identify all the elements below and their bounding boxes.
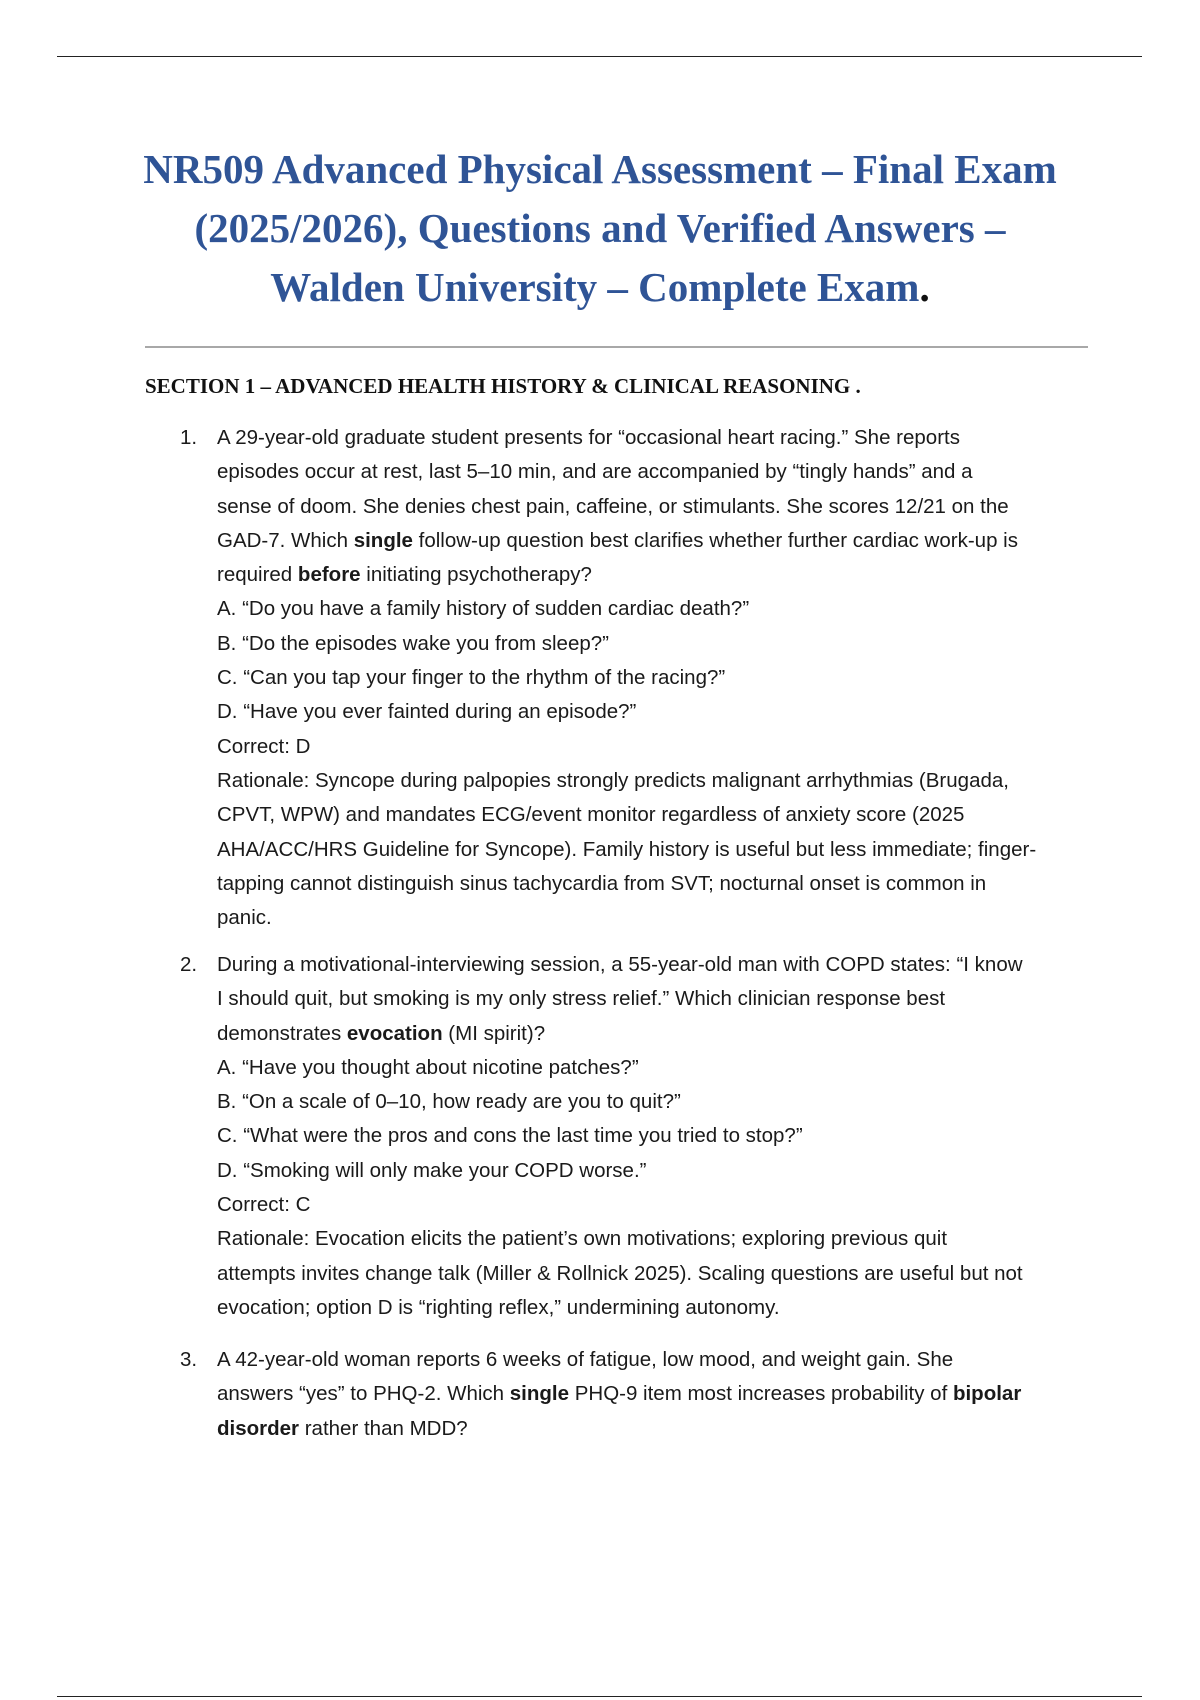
rationale-line: tapping cannot distinguish sinus tachycardia from SVT; nocturnal onset is common in bbox=[217, 871, 987, 895]
bottom-rule bbox=[57, 1696, 1142, 1697]
question-number: 1. bbox=[180, 426, 198, 449]
question-stem-line bbox=[217, 524, 1100, 558]
answer-option-c: C. “What were the pros and cons the last time you tried to stop?” bbox=[217, 1124, 803, 1148]
rationale-line: panic. bbox=[217, 906, 272, 930]
question-stem-line bbox=[217, 558, 1100, 592]
question-stem-line: sense of doom. She denies chest pain, caffeine, or stimulants. She scores 12/21 on the bbox=[217, 494, 1009, 518]
question-stem-line bbox=[217, 1412, 1100, 1446]
question-body bbox=[217, 1343, 1100, 1446]
question-stem-line bbox=[217, 1017, 1100, 1051]
question-stem-line: A 42-year-old woman reports 6 weeks of fatigue, low mood, and weight gain. She bbox=[217, 1348, 954, 1371]
question-stem-line: During a motivational-interviewing session, a 55-year-old man with COPD states: “I know bbox=[217, 953, 1023, 976]
question-number: 3. bbox=[180, 1348, 198, 1371]
top-rule bbox=[57, 56, 1142, 57]
section-heading: SECTION 1 – ADVANCED HEALTH HISTORY & CLINICAL REASONING . bbox=[145, 374, 861, 398]
rationale-line: evocation; option D is “righting reflex,” undermining autonomy. bbox=[217, 1295, 780, 1319]
question-stem-line bbox=[217, 1377, 1100, 1411]
answer-option-d: D. “Smoking will only make your COPD worse.” bbox=[217, 1158, 647, 1182]
title-divider bbox=[145, 346, 1088, 348]
stem-emphasis: evocation bbox=[346, 1021, 443, 1045]
stem-emphasis: single bbox=[353, 528, 413, 552]
question-stem-line: I should quit, but smoking is my only stress relief.” Which clinician response best bbox=[217, 987, 946, 1011]
stem-text: rather than MDD? bbox=[299, 1416, 468, 1440]
document-title bbox=[130, 140, 1070, 317]
rationale-line: AHA/ACC/HRS Guideline for Syncope). Family history is useful but less immediate; finger- bbox=[217, 837, 1037, 861]
document-title-period: . bbox=[919, 264, 930, 310]
stem-text: PHQ-9 item most increases probability of bbox=[569, 1382, 953, 1406]
stem-text: required bbox=[217, 563, 298, 587]
correct-answer: Correct: C bbox=[217, 1193, 311, 1217]
answer-option-b: B. “Do the episodes wake you from sleep?” bbox=[217, 631, 609, 655]
rationale-line: CPVT, WPW) and mandates ECG/event monitor regardless of anxiety score (2025 bbox=[217, 803, 965, 827]
answer-option-a: A. “Have you thought about nicotine patches?” bbox=[217, 1055, 639, 1079]
rationale-line: attempts invites change talk (Miller & Rollnick 2025). Scaling questions are useful but not bbox=[217, 1261, 1023, 1285]
rationale-line: Rationale: Evocation elicits the patient’s own motivations; exploring previous quit bbox=[217, 1227, 948, 1251]
stem-text: GAD-7. Which bbox=[217, 528, 354, 552]
question-stem-line: A 29-year-old graduate student presents for “occasional heart racing.” She reports bbox=[217, 426, 960, 449]
stem-text: initiating psychotherapy? bbox=[360, 563, 592, 587]
stem-text: (MI spirit)? bbox=[442, 1021, 546, 1045]
stem-emphasis: bipolar bbox=[952, 1382, 1022, 1406]
answer-option-c: C. “Can you tap your finger to the rhythm of the racing?” bbox=[217, 666, 726, 690]
answer-option-d: D. “Have you ever fainted during an episode?” bbox=[217, 700, 637, 724]
stem-text: answers “yes” to PHQ-2. Which bbox=[217, 1382, 510, 1406]
stem-text: demonstrates bbox=[217, 1021, 347, 1045]
answer-option-a: A. “Do you have a family history of sudden cardiac death?” bbox=[217, 597, 750, 621]
question-body bbox=[217, 421, 1100, 935]
answer-option-b: B. “On a scale of 0–10, how ready are you to quit?” bbox=[217, 1090, 681, 1114]
question-number: 2. bbox=[180, 953, 198, 976]
correct-answer: Correct: D bbox=[217, 734, 311, 758]
document-title-text: NR509 Advanced Physical Assessment – Final Exam (2025/2026), Questions and Verified Answers – Walden University – Complete Exam bbox=[143, 146, 1057, 310]
question-stem-line: episodes occur at rest, last 5–10 min, and are accompanied by “tingly hands” and a bbox=[217, 460, 973, 484]
stem-emphasis: before bbox=[297, 563, 361, 587]
stem-emphasis: single bbox=[509, 1382, 570, 1406]
stem-emphasis: disorder bbox=[217, 1416, 300, 1440]
stem-text: follow-up question best clarifies whether further cardiac work-up is bbox=[412, 528, 1018, 552]
question-body bbox=[217, 948, 1100, 1325]
rationale-line: Rationale: Syncope during palpopies strongly predicts malignant arrhythmias (Brugada, bbox=[217, 768, 1009, 792]
